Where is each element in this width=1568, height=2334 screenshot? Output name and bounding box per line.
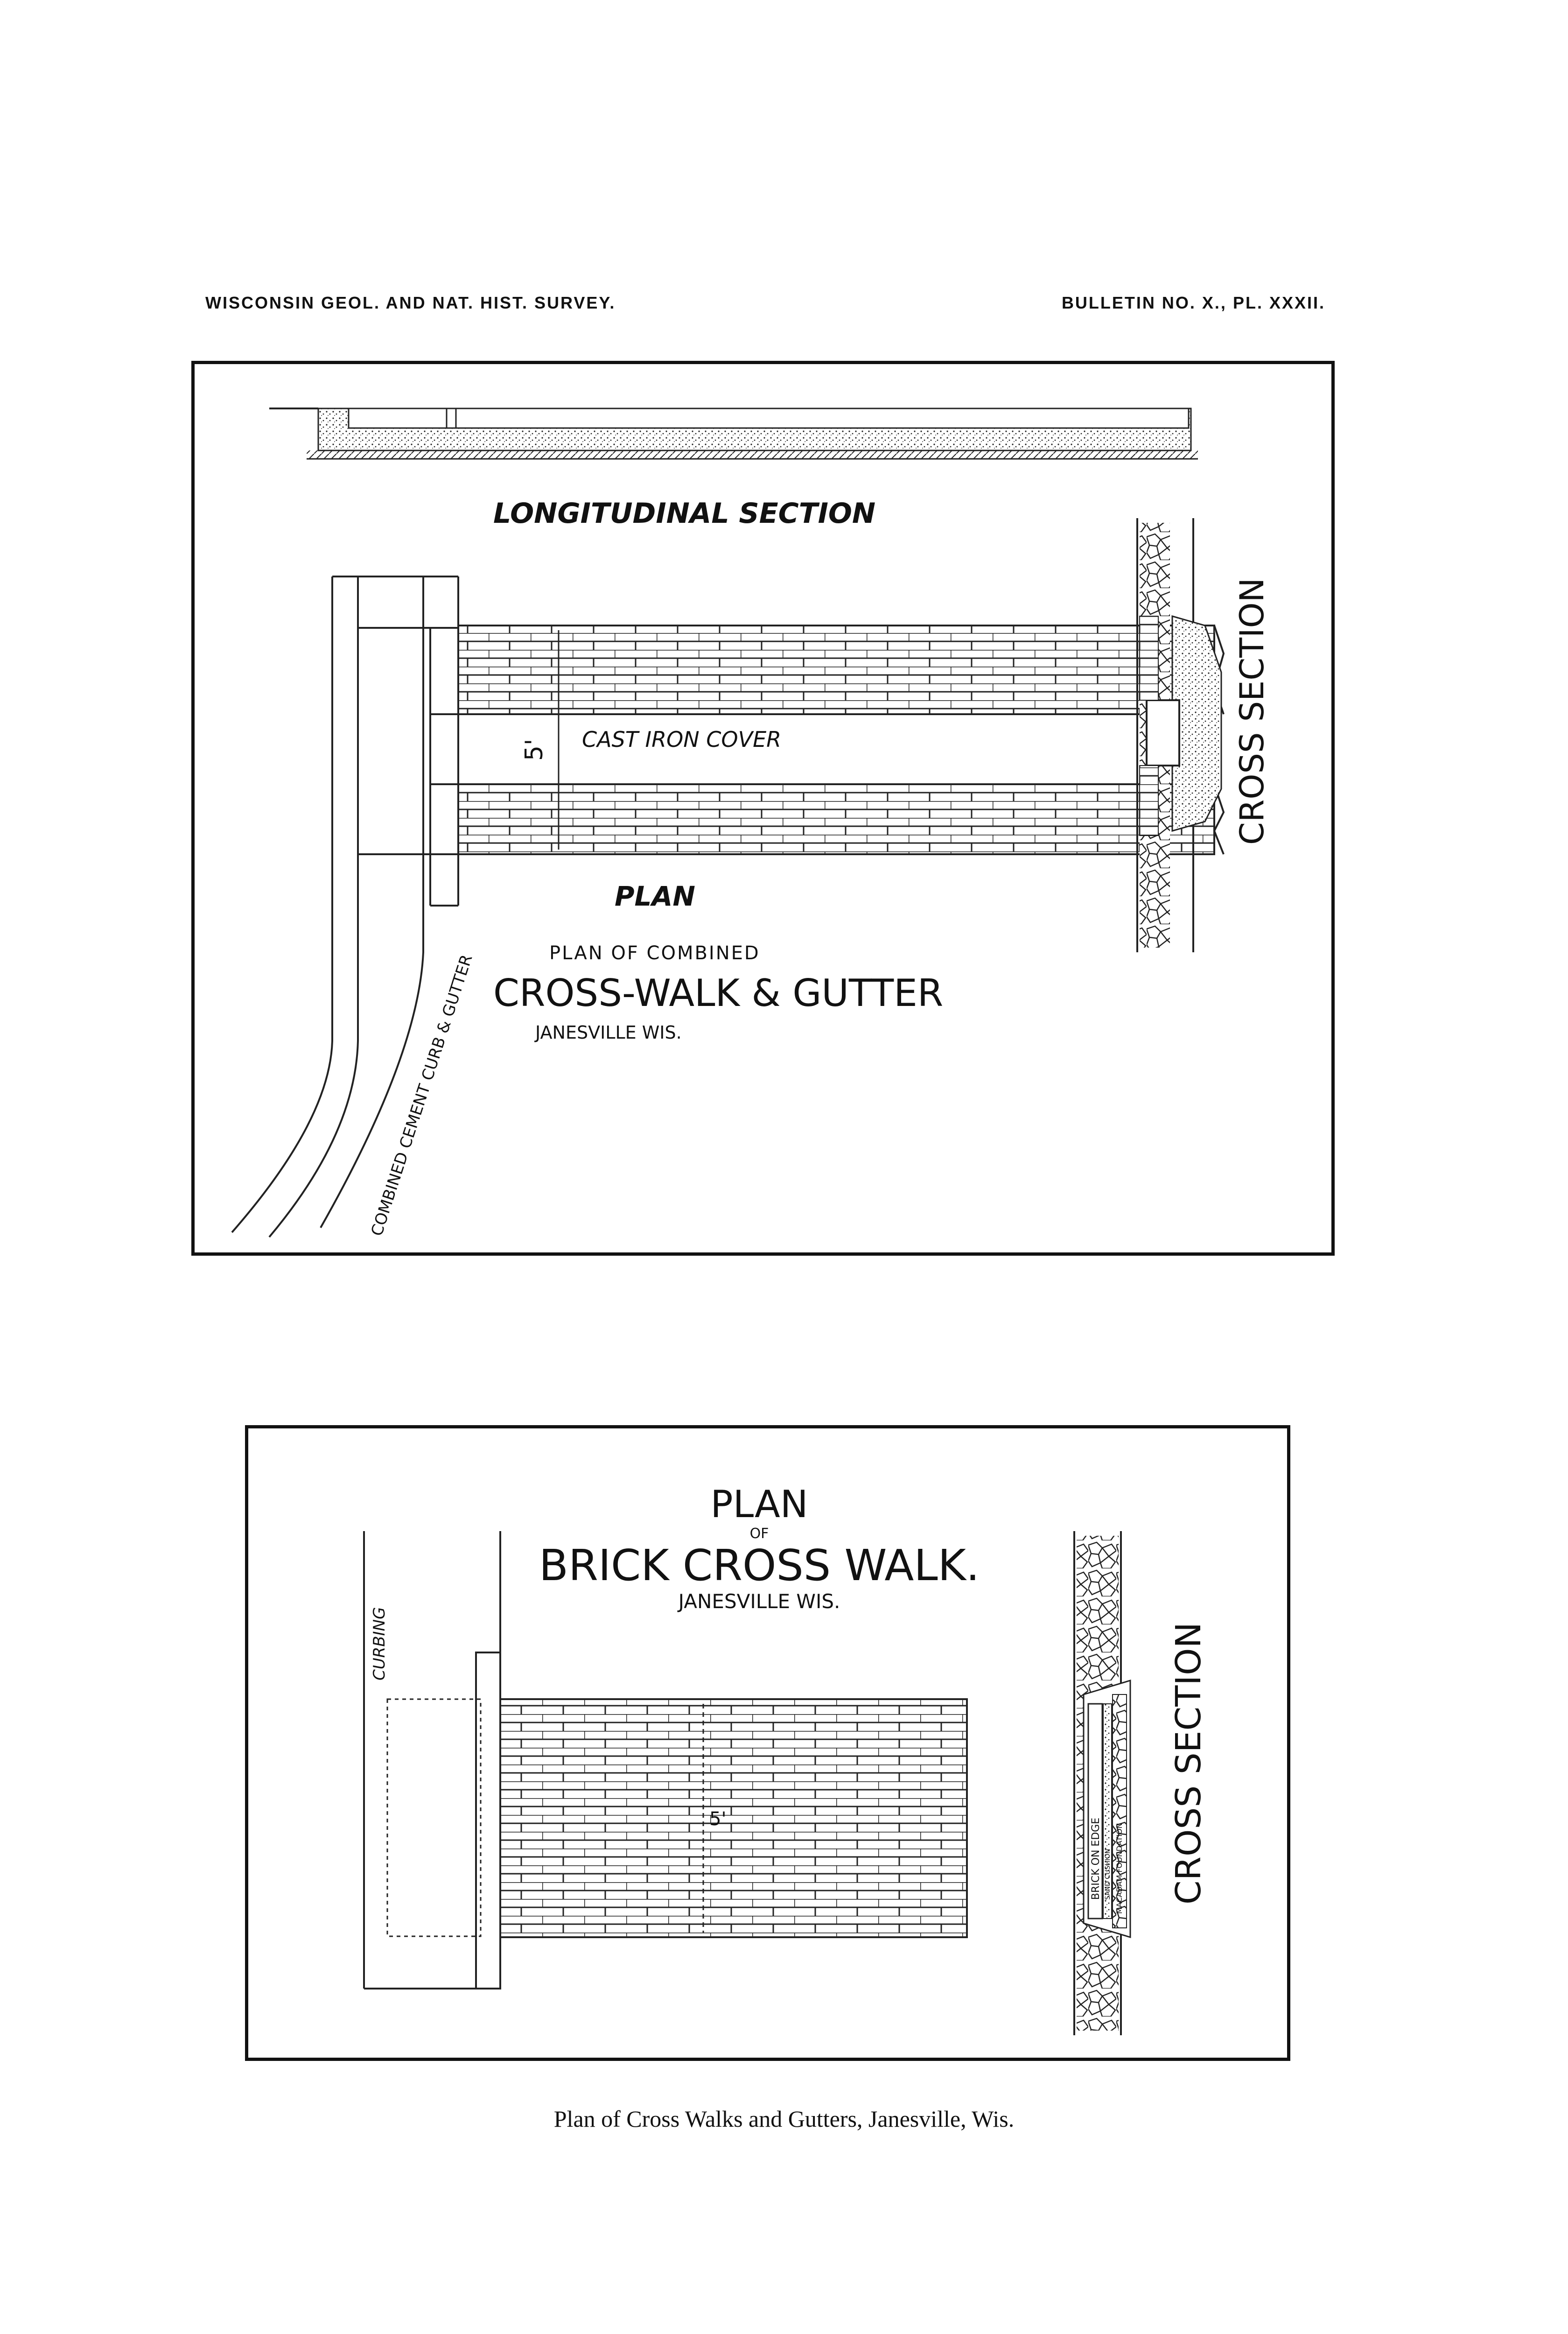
plan-of: OF [749,1526,769,1542]
title-large: CROSS-WALK & GUTTER [493,971,944,1015]
plate-combined-crosswalk [191,361,1335,1256]
curb-label: COMBINED CEMENT CURB & GUTTER [367,952,476,1238]
cross-section-label-1: CROSS SECTION [1233,577,1271,845]
brick-on-edge-label: BRICK ON EDGE [1090,1817,1102,1900]
dimension-label: 5' [520,738,548,761]
longitudinal-label: LONGITUDINAL SECTION [493,497,876,530]
title-small: PLAN OF COMBINED [549,942,760,964]
header-right: BULLETIN NO. X., PL. XXXII. [1061,293,1325,312]
brick-crosswalk-title: BRICK CROSS WALK. [539,1540,980,1590]
brick-band-lower [458,784,1214,854]
plan-label: PLAN [615,880,695,912]
figure-caption: Plan of Cross Walks and Gutters, Janesville, Wis. [553,2106,1015,2132]
dimension-label-2: 5' [709,1808,727,1830]
cross-section-label-2: CROSS SECTION [1169,1622,1209,1905]
location-label-2: JANESVILLE WIS. [678,1590,840,1613]
cross-section-drawing-1 [1137,518,1221,952]
curbing-strip [364,1531,500,1989]
plate-brick-crosswalk [245,1425,1290,2061]
header-left: WISCONSIN GEOL. AND NAT. HIST. SURVEY. [205,293,616,312]
plate2-drawing [248,1428,1287,2058]
plan-title: PLAN [710,1483,808,1526]
longitudinal-section [269,408,1198,459]
curbing-label: CURBING [370,1607,389,1680]
brick-field [500,1699,967,1937]
plate1-drawing [195,364,1331,1252]
curb-gutter-plan [232,576,458,1237]
cover-label: CAST IRON COVER [582,727,782,752]
macadam-foundation-label: MACADAM FOUNDATION [1115,1823,1124,1914]
location-label: JANESVILLE WIS. [535,1022,682,1043]
cross-section-drawing-2 [1074,1531,1130,2035]
sand-cushion-label: SAND CUSHION [1104,1849,1112,1900]
brick-band-upper [458,626,1214,714]
